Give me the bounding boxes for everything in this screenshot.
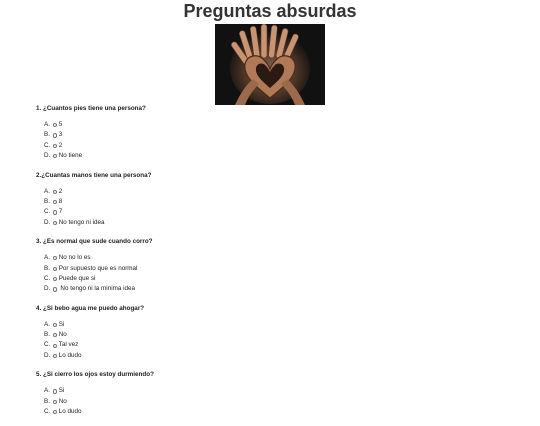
option-letter: D. [44,285,51,293]
option-letter: B. [44,264,50,272]
option-b[interactable] [44,197,516,207]
page-title: Preguntas absurdas [183,1,357,21]
question-text: 4. ¿Si bebo agua me puedo ahogar? [36,304,145,312]
radio-button[interactable] [53,344,57,348]
option-label: No tiene [58,152,83,160]
question-3 [36,237,516,295]
option-letter: A. [44,121,50,128]
option-label: Si [58,387,65,395]
option-c[interactable] [44,141,516,151]
option-a[interactable] [44,253,516,263]
option-letter: B. [44,331,50,339]
option-letter: C. [44,274,51,282]
question-4 [36,304,516,362]
radio-button[interactable] [53,277,57,281]
option-a[interactable] [44,120,516,130]
option-d[interactable] [44,284,516,294]
question-2 [36,171,516,229]
option-letter: C. [44,408,51,416]
radio-button[interactable] [53,354,57,358]
option-label: 2 [58,187,63,195]
option-letter: B. [44,397,50,405]
radio-button[interactable] [53,410,57,414]
option-letter: A. [44,254,50,262]
option-letter: B. [44,197,50,205]
option-label: Tal vez [58,341,79,349]
option-letter: C. [44,341,51,349]
options-list [44,320,516,362]
option-letter: D. [44,218,51,226]
option-b[interactable] [44,264,516,274]
option-label: No tengo ni idea [58,218,105,226]
option-label: 7 [58,208,63,216]
option-label: 2 [58,141,63,149]
option-letter: A. [44,187,50,195]
option-label: Si [58,320,65,328]
option-letter: B. [44,131,50,139]
option-letter: A. [44,320,50,328]
radio-button[interactable] [53,333,57,337]
option-letter: D. [44,152,51,160]
option-label: Puede que si [58,274,96,282]
option-a[interactable] [44,320,516,330]
option-label: No [58,397,67,405]
option-label: No no lo es [58,254,91,262]
radio-button[interactable] [53,133,57,137]
option-label: Por supuesto que es normal [58,264,138,272]
option-d[interactable] [44,151,516,161]
radio-button[interactable] [53,123,57,127]
radio-button[interactable] [53,323,57,327]
options-list [44,253,516,295]
option-label: No [58,331,67,339]
question-text: 2.¿Cuantas manos tiene una persona? [36,171,152,179]
option-c[interactable] [44,407,516,417]
option-letter: C. [44,141,51,149]
question-5 [36,370,516,417]
option-letter: D. [44,351,51,359]
question-1 [36,104,516,162]
option-d[interactable] [44,218,516,228]
option-a[interactable] [44,386,516,396]
option-a[interactable] [44,187,516,197]
quiz-list [36,104,516,426]
option-b[interactable] [44,130,516,140]
options-list [44,386,516,417]
options-list [44,120,516,162]
radio-button[interactable] [53,256,57,260]
radio-button[interactable] [53,400,57,404]
question-text: 3. ¿Es normal que sude cuando corro? [36,238,153,246]
option-c[interactable] [44,207,516,217]
radio-button[interactable] [53,154,57,158]
option-label: 3 [58,131,63,139]
option-label: Lo dudo [58,351,82,359]
hero-image [215,24,325,105]
options-list [44,187,516,229]
hands-heart-photo-icon [215,24,325,105]
option-letter: C. [44,208,51,216]
option-label: 5 [58,121,63,128]
option-d[interactable] [44,351,516,361]
radio-button[interactable] [53,221,57,225]
option-letter: A. [44,387,50,395]
option-label: No tengo ni la minima idea [58,285,135,293]
question-text: 5. ¿Si cierro los ojos estoy durmiendo? [36,371,154,379]
option-b[interactable] [44,330,516,340]
radio-button[interactable] [53,389,57,393]
radio-button[interactable] [53,267,57,271]
radio-button[interactable] [53,287,57,291]
option-label: 8 [58,197,63,205]
option-c[interactable] [44,274,516,284]
option-label: Lo dudo [58,408,82,416]
option-c[interactable] [44,340,516,350]
radio-button[interactable] [53,144,57,148]
radio-button[interactable] [53,190,57,194]
option-b[interactable] [44,397,516,407]
radio-button[interactable] [53,210,57,214]
question-text: 1. ¿Cuantos pies tiene una persona? [36,105,146,112]
radio-button[interactable] [53,200,57,204]
